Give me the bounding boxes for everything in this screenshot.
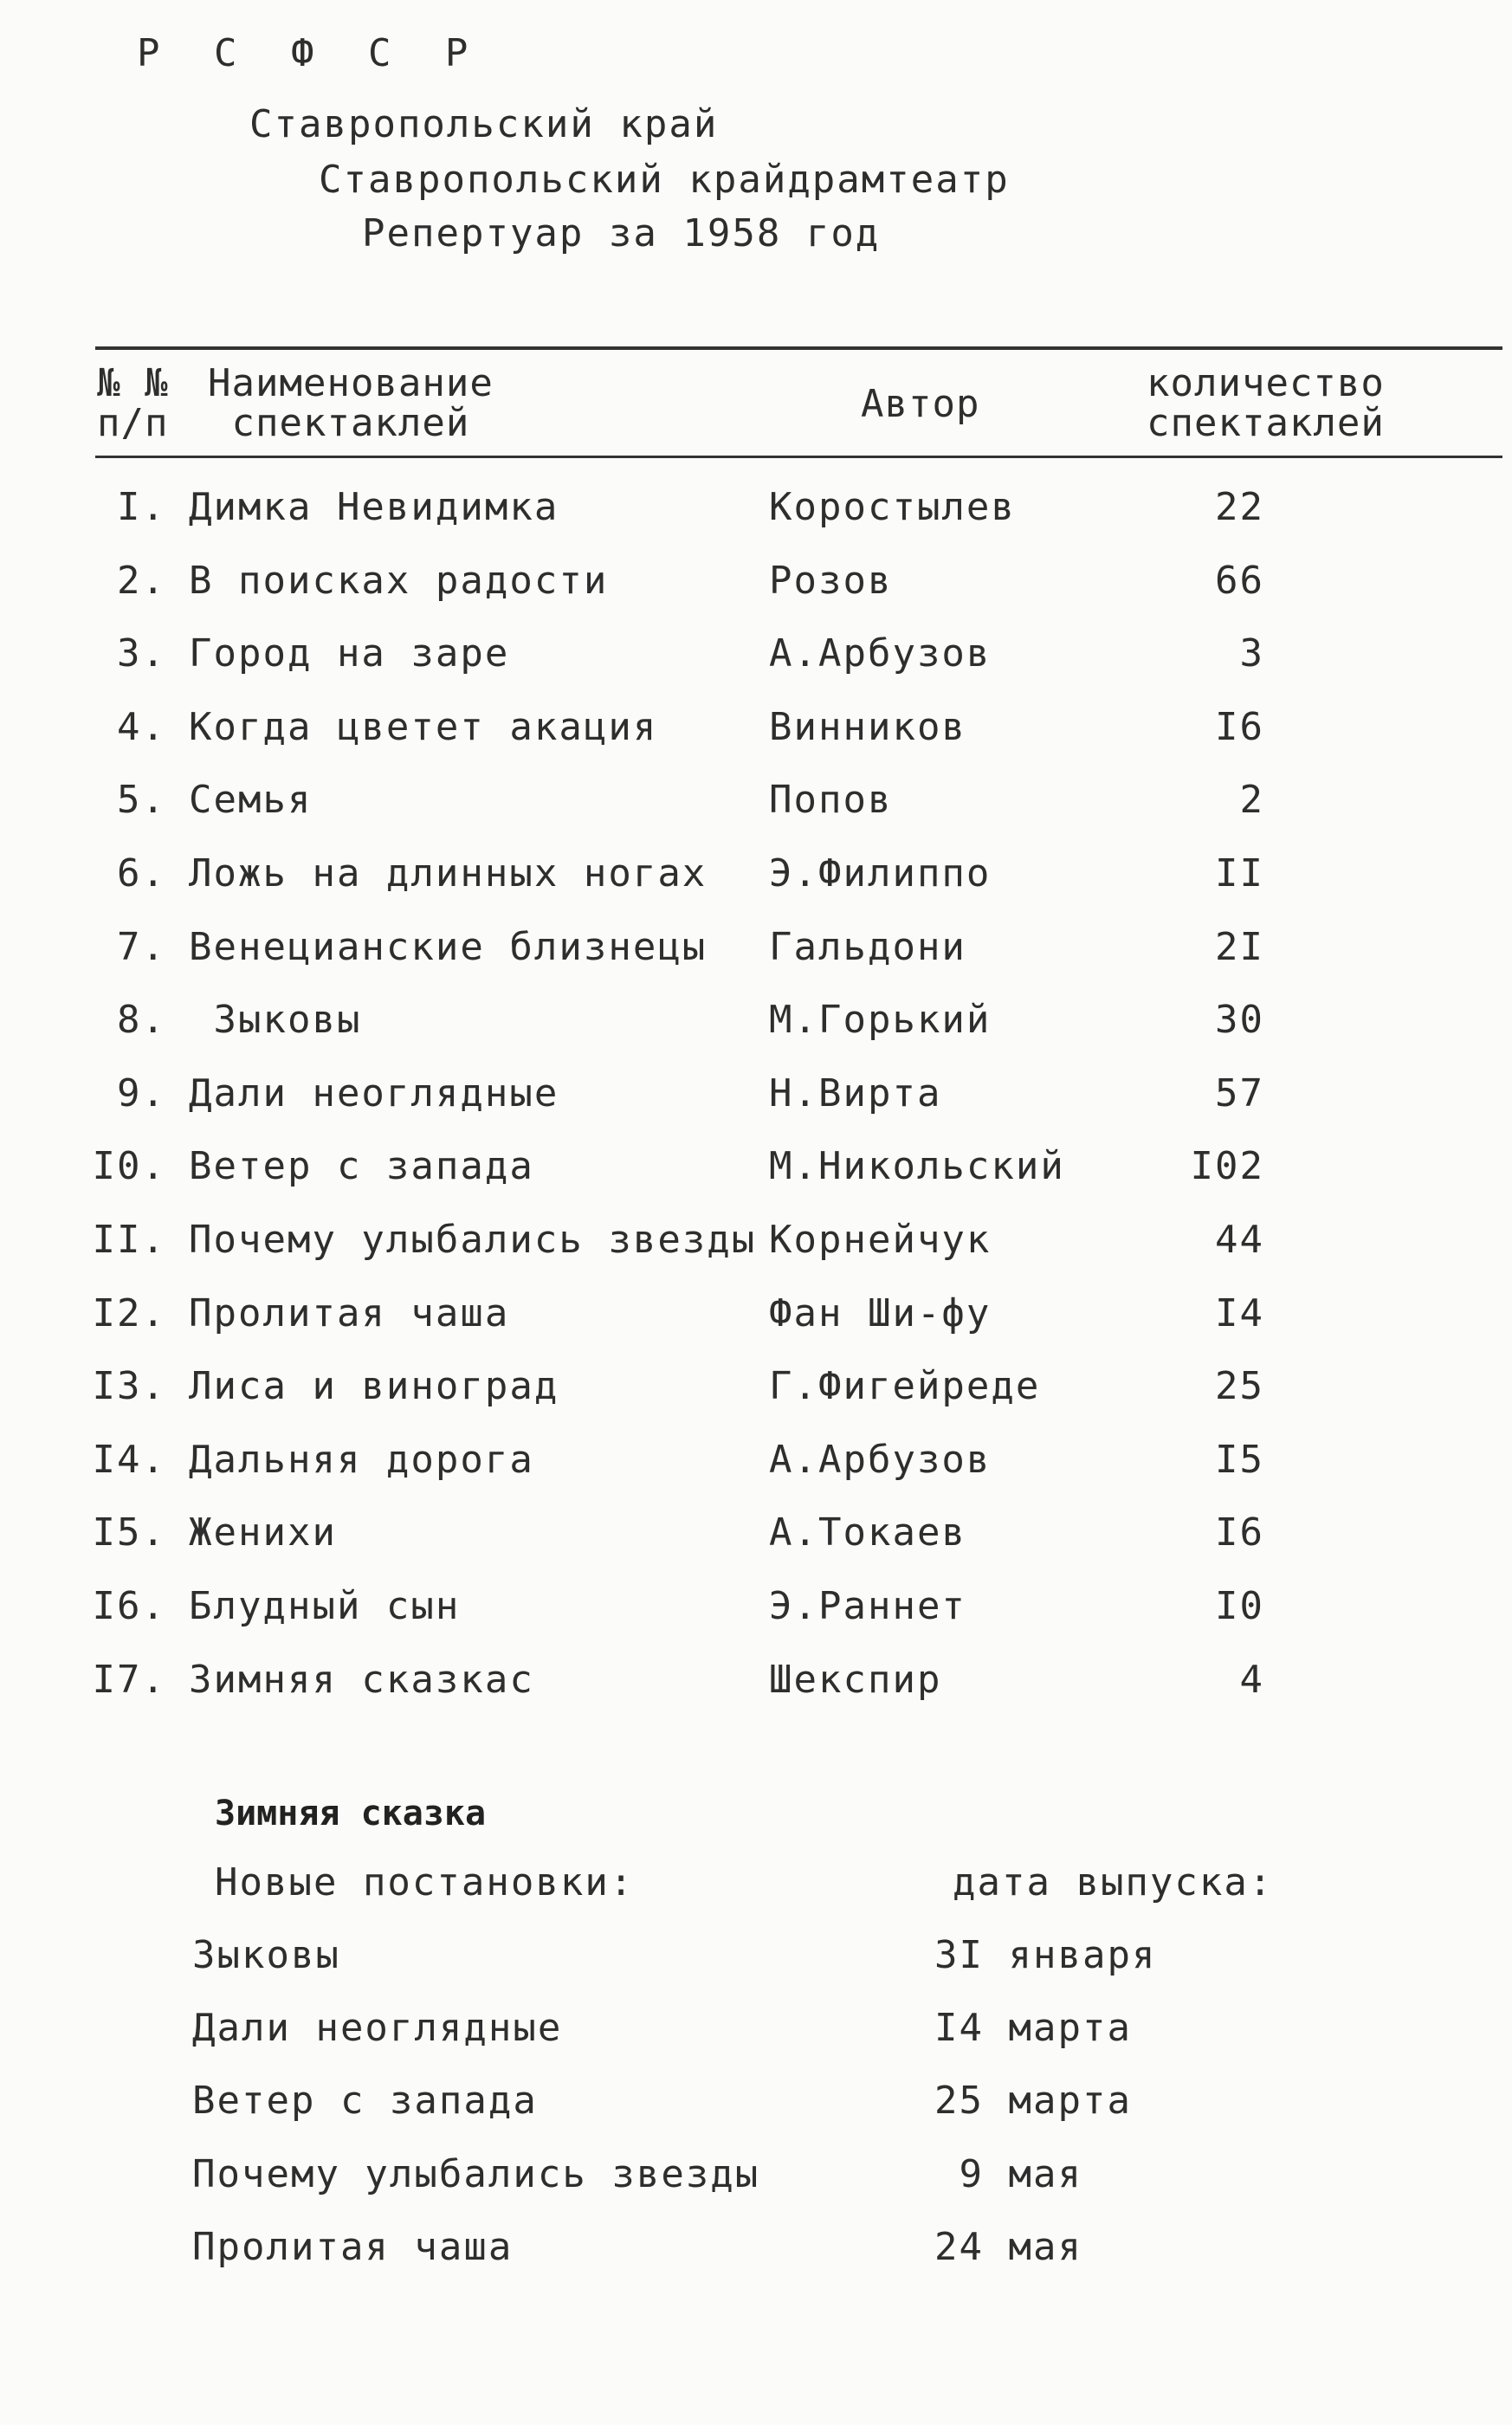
row-number: 7.	[117, 924, 166, 969]
production-title: Дали неоглядные	[192, 2006, 563, 2051]
play-title: Ветер с запада	[189, 1144, 534, 1189]
table-header-rule	[95, 456, 1502, 458]
release-month: марта	[1008, 2079, 1132, 2124]
row-number: 4.	[117, 704, 166, 749]
performance-count: I0	[1215, 1583, 1264, 1628]
play-title: Дальняя дорога	[189, 1437, 534, 1482]
header-repertoire-title: Репертуар за 1958 год	[362, 211, 881, 255]
play-author: А.Арбузов	[769, 631, 992, 676]
table-row	[0, 705, 1512, 779]
table-row	[0, 851, 1512, 925]
play-title: Блудный сын	[189, 1583, 461, 1628]
play-author: Розов	[769, 558, 893, 603]
repertoire-table-body	[0, 485, 1512, 1730]
performance-count: 44	[1215, 1217, 1264, 1262]
play-title: Женихи	[189, 1510, 337, 1555]
table-row	[0, 1510, 1512, 1584]
list-item	[0, 1933, 1512, 2006]
release-month: мая	[1008, 2151, 1082, 2196]
table-row	[0, 1658, 1512, 1731]
performance-count: 57	[1215, 1070, 1264, 1116]
performance-count: 22	[1215, 485, 1264, 529]
play-title: Город на заре	[189, 631, 510, 676]
new-productions-list	[0, 1933, 1512, 2298]
table-row	[0, 778, 1512, 851]
row-number: II.	[92, 1217, 166, 1262]
table-row	[0, 1218, 1512, 1291]
play-author: Коростылев	[769, 485, 1016, 529]
play-title: Почему улыбались звезды	[189, 1217, 757, 1262]
row-number: 9.	[117, 1070, 166, 1116]
header-rsfsr: Р С Ф С Р	[137, 31, 484, 75]
performance-count: 3	[1239, 631, 1264, 676]
table-row	[0, 1438, 1512, 1511]
col-header-number: № № п/п	[97, 361, 169, 445]
table-top-rule	[95, 346, 1502, 350]
play-title: Ложь на длинных ногах	[189, 850, 708, 896]
play-author: Э.Раннет	[769, 1583, 966, 1628]
release-date	[934, 1933, 1156, 1978]
performance-count: 4	[1239, 1657, 1264, 1702]
play-author: Фан Ши-фу	[769, 1290, 992, 1335]
table-row	[0, 925, 1512, 999]
release-day: 24	[934, 2224, 984, 2269]
performance-count: 25	[1215, 1364, 1264, 1409]
play-author: Винников	[769, 704, 966, 749]
play-title: Дали неоглядные	[189, 1070, 559, 1116]
new-productions-heading: Новые постановки:	[215, 1860, 635, 1904]
play-author: М.Горький	[769, 998, 992, 1043]
header-theatre: Ставропольский крайдрамтеатр	[319, 158, 1010, 202]
row-number: I6.	[92, 1583, 166, 1628]
table-row	[0, 1584, 1512, 1658]
table-row	[0, 631, 1512, 705]
play-title: В поисках радости	[189, 558, 609, 603]
play-author: Г.Фигейреде	[769, 1364, 1041, 1409]
row-number: I.	[117, 485, 166, 529]
release-day: 9	[959, 2151, 984, 2196]
play-title: Венецианские близнецы	[189, 924, 708, 969]
table-row	[0, 559, 1512, 632]
performance-count: I02	[1190, 1144, 1264, 1189]
table-row	[0, 1071, 1512, 1145]
list-item	[0, 2225, 1512, 2298]
release-date	[934, 2079, 1132, 2124]
performance-count: 2I	[1215, 924, 1264, 969]
release-date-heading: дата выпуска:	[953, 1860, 1274, 1904]
production-title: Зыковы	[192, 1933, 340, 1977]
row-number: 2.	[117, 558, 166, 603]
release-month: марта	[1008, 2006, 1132, 2051]
table-row	[0, 998, 1512, 1071]
performance-count: II	[1215, 850, 1264, 896]
release-date	[934, 2225, 1082, 2270]
play-author: Корнейчук	[769, 1217, 992, 1262]
play-author: Э.Филиппо	[769, 850, 992, 896]
performance-count: I6	[1215, 1510, 1264, 1555]
header-region: Ставропольский край	[249, 102, 719, 146]
performance-count: 66	[1215, 558, 1264, 603]
play-title: Семья	[189, 778, 313, 823]
play-title: Димка Невидимка	[189, 485, 559, 529]
play-title: Пролитая чаша	[189, 1290, 510, 1335]
play-author: Шекспир	[769, 1657, 942, 1702]
row-number: 8.	[117, 998, 166, 1043]
play-title: Лиса и виноград	[189, 1364, 559, 1409]
release-day: 3I	[934, 1933, 984, 1977]
play-author: Н.Вирта	[769, 1070, 942, 1116]
list-item	[0, 2006, 1512, 2079]
release-month: мая	[1008, 2224, 1082, 2269]
row-number: I7.	[92, 1657, 166, 1702]
play-author: А.Токаев	[769, 1510, 966, 1555]
release-month: января	[1008, 1933, 1157, 1977]
production-title: Почему улыбались звезды	[192, 2151, 760, 2196]
production-title: Ветер с запада	[192, 2079, 538, 2124]
table-row	[0, 1291, 1512, 1365]
performance-count: I4	[1215, 1290, 1264, 1335]
production-title: Пролитая чаша	[192, 2224, 514, 2269]
play-author: Гальдони	[769, 924, 966, 969]
list-item	[0, 2152, 1512, 2225]
row-number: 5.	[117, 778, 166, 823]
performance-count: 2	[1239, 778, 1264, 823]
release-date	[934, 2152, 1082, 2197]
col-header-title: Наименование спектаклей	[208, 361, 494, 445]
col-header-count: количество спектаклей	[1147, 361, 1385, 445]
table-row	[0, 1364, 1512, 1438]
table-row	[0, 1144, 1512, 1218]
play-title: Зимняя сказкас	[189, 1657, 534, 1702]
play-title: Зыковы	[189, 998, 362, 1043]
row-number: 6.	[117, 850, 166, 896]
row-number: I0.	[92, 1144, 166, 1189]
release-day: 25	[934, 2079, 984, 2124]
col-header-author: Автор	[861, 382, 980, 426]
struck-through-text: Зимняя сказка	[215, 1794, 487, 1833]
play-title: Когда цветет акация	[189, 704, 658, 749]
play-author: М.Никольский	[769, 1144, 1065, 1189]
row-number: 3.	[117, 631, 166, 676]
performance-count: I6	[1215, 704, 1264, 749]
release-day: I4	[934, 2006, 984, 2051]
performance-count: I5	[1215, 1437, 1264, 1482]
play-author: Попов	[769, 778, 893, 823]
list-item	[0, 2079, 1512, 2151]
row-number: I2.	[92, 1290, 166, 1335]
play-author: А.Арбузов	[769, 1437, 992, 1482]
row-number: I5.	[92, 1510, 166, 1555]
row-number: I3.	[92, 1364, 166, 1409]
performance-count: 30	[1215, 998, 1264, 1043]
release-date	[934, 2006, 1132, 2051]
table-row	[0, 485, 1512, 559]
row-number: I4.	[92, 1437, 166, 1482]
